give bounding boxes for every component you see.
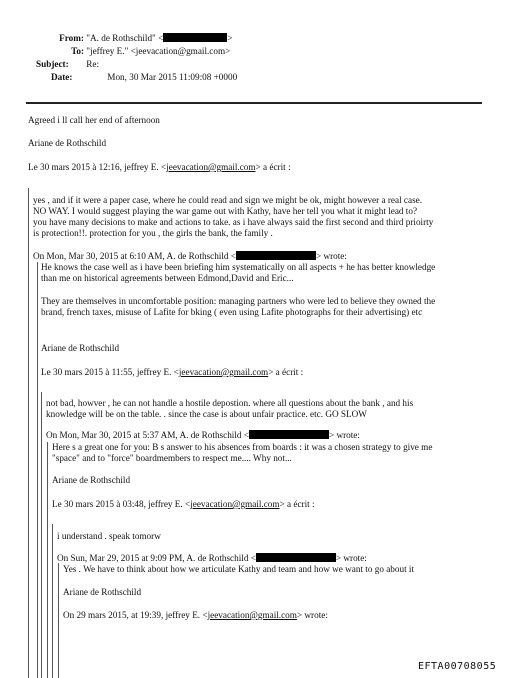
header-to bbox=[22, 46, 230, 57]
quote-bar-level-5 bbox=[52, 524, 53, 678]
intro-text: On 29 mars 2015, at 19:39, jeffrey E. < bbox=[63, 610, 208, 620]
header-date bbox=[22, 72, 237, 83]
quote-bar-level-1 bbox=[28, 188, 29, 678]
quote-line: not bad, howver , he can not handle a hostile depostion. where all questions about the bank , and his bbox=[46, 398, 414, 408]
redaction-box bbox=[249, 430, 329, 439]
quote-line: is protection!!. protection for you , the girls the bank, the family . bbox=[33, 228, 273, 238]
to-label: To: bbox=[71, 46, 84, 56]
quote-bar-level-3 bbox=[41, 392, 42, 678]
to-close: > bbox=[225, 46, 231, 56]
quote-line: i understand . speak tomorw bbox=[57, 531, 161, 541]
signature: Ariane de Rothschild bbox=[52, 475, 131, 485]
header-subject bbox=[22, 59, 99, 70]
from-value: "A. de Rothschild" < bbox=[86, 33, 164, 43]
quote-line: than me on historical agreements between Edmond,David and Eric... bbox=[41, 273, 294, 283]
quote-line: He knows the case well as i have been briefing him systematically on all aspects + he has better knowledge bbox=[41, 262, 436, 272]
quote-intro bbox=[63, 610, 328, 621]
header-from bbox=[22, 33, 232, 44]
quote-line: you have many decisions to make and actions to take. as i have always said the first second and third prioirty bbox=[33, 217, 434, 227]
subject-value: Re: bbox=[86, 59, 100, 69]
intro-text: > a écrit : bbox=[255, 162, 291, 172]
quote-line: yes , and if it were a paper case, where he could read and sign we might be ok, might however a real case. bbox=[33, 195, 423, 205]
intro-text: Le 30 mars 2015 à 11:55, jeffrey E. < bbox=[41, 367, 179, 377]
signature: Ariane de Rothschild bbox=[28, 138, 107, 148]
intro-text: On Mon, Mar 30, 2015 at 5:37 AM, A. de Rothschild < bbox=[46, 430, 249, 440]
quote-intro bbox=[33, 251, 347, 262]
intro-text: > wrote: bbox=[328, 430, 360, 440]
intro-text: > wrote: bbox=[335, 553, 367, 563]
quote-bar-level-2 bbox=[37, 262, 38, 678]
intro-text: Le 30 mars 2015 à 12:16, jeffrey E. < bbox=[28, 162, 167, 172]
intro-text: On Sun, Mar 29, 2015 at 9:09 PM, A. de Rothschild < bbox=[57, 553, 256, 563]
header-divider bbox=[26, 102, 482, 104]
email-link[interactable]: jeevacation@gmail.com bbox=[207, 610, 297, 620]
to-name: "jeffrey E." < bbox=[86, 46, 136, 56]
quote-line: Yes . We have to think about how we articulate Kathy and team and how we want to go about it bbox=[63, 564, 415, 574]
signature: Ariane de Rothschild bbox=[63, 587, 142, 597]
signature: Ariane de Rothschild bbox=[41, 343, 120, 353]
redaction-box bbox=[163, 33, 227, 42]
redaction-box bbox=[256, 553, 336, 562]
reply-text: Agreed i ll call her end of afternoon bbox=[28, 115, 160, 125]
email-link[interactable]: jeevacation@gmail.com bbox=[166, 162, 256, 172]
from-label: From: bbox=[59, 33, 84, 43]
quote-intro bbox=[46, 430, 360, 441]
intro-text: > wrote: bbox=[296, 610, 328, 620]
quote-intro bbox=[41, 367, 303, 378]
email-link[interactable]: jeevacation@gmail.com bbox=[178, 367, 269, 377]
email-link[interactable]: jeevacation@gmail.com bbox=[190, 499, 280, 509]
date-label: Date: bbox=[51, 72, 73, 82]
intro-text: > a écrit : bbox=[268, 367, 304, 377]
quote-line: Here s a great one for you: B s answer to his absences from boards : it was a chosen strategy to give me bbox=[52, 442, 433, 452]
intro-text: > wrote: bbox=[315, 251, 347, 261]
quote-intro bbox=[52, 499, 315, 510]
quote-bar-level-4 bbox=[47, 442, 48, 678]
quote-line: NO WAY. I would suggest playing the war game out with Kathy, have her tell you what it might lead to? bbox=[33, 206, 418, 216]
to-email: jeevacation@gmail.com bbox=[135, 46, 226, 56]
quote-intro bbox=[28, 162, 291, 173]
quote-line: They are themselves in uncomfortable position: managing partners who were led to believe they owned the bbox=[41, 296, 436, 306]
document-id: EFTA00708055 bbox=[418, 661, 497, 672]
quote-line: knowledge will be on the table. . since the case is about unfair practice. etc. GO SLOW bbox=[46, 409, 367, 419]
redaction-box bbox=[236, 251, 316, 260]
intro-text: Le 30 mars 2015 à 03:48, jeffrey E. < bbox=[52, 499, 191, 509]
subject-label: Subject: bbox=[36, 59, 69, 69]
quote-intro bbox=[57, 553, 367, 564]
intro-text: On Mon, Mar 30, 2015 at 6:10 AM, A. de Rothschild < bbox=[33, 251, 236, 261]
quote-bar-level-6 bbox=[58, 563, 59, 678]
intro-text: > a écrit : bbox=[279, 499, 315, 509]
quote-line: brand, french taxes, misuse of Lafite for bking ( even using Lafite photographs for their advertising) etc bbox=[41, 307, 423, 317]
date-value: Mon, 30 Mar 2015 11:09:08 +0000 bbox=[107, 72, 238, 82]
quote-line: "space" and to "force" boardmembers to respect me.... Why not... bbox=[52, 453, 292, 463]
from-close: > bbox=[227, 33, 233, 43]
